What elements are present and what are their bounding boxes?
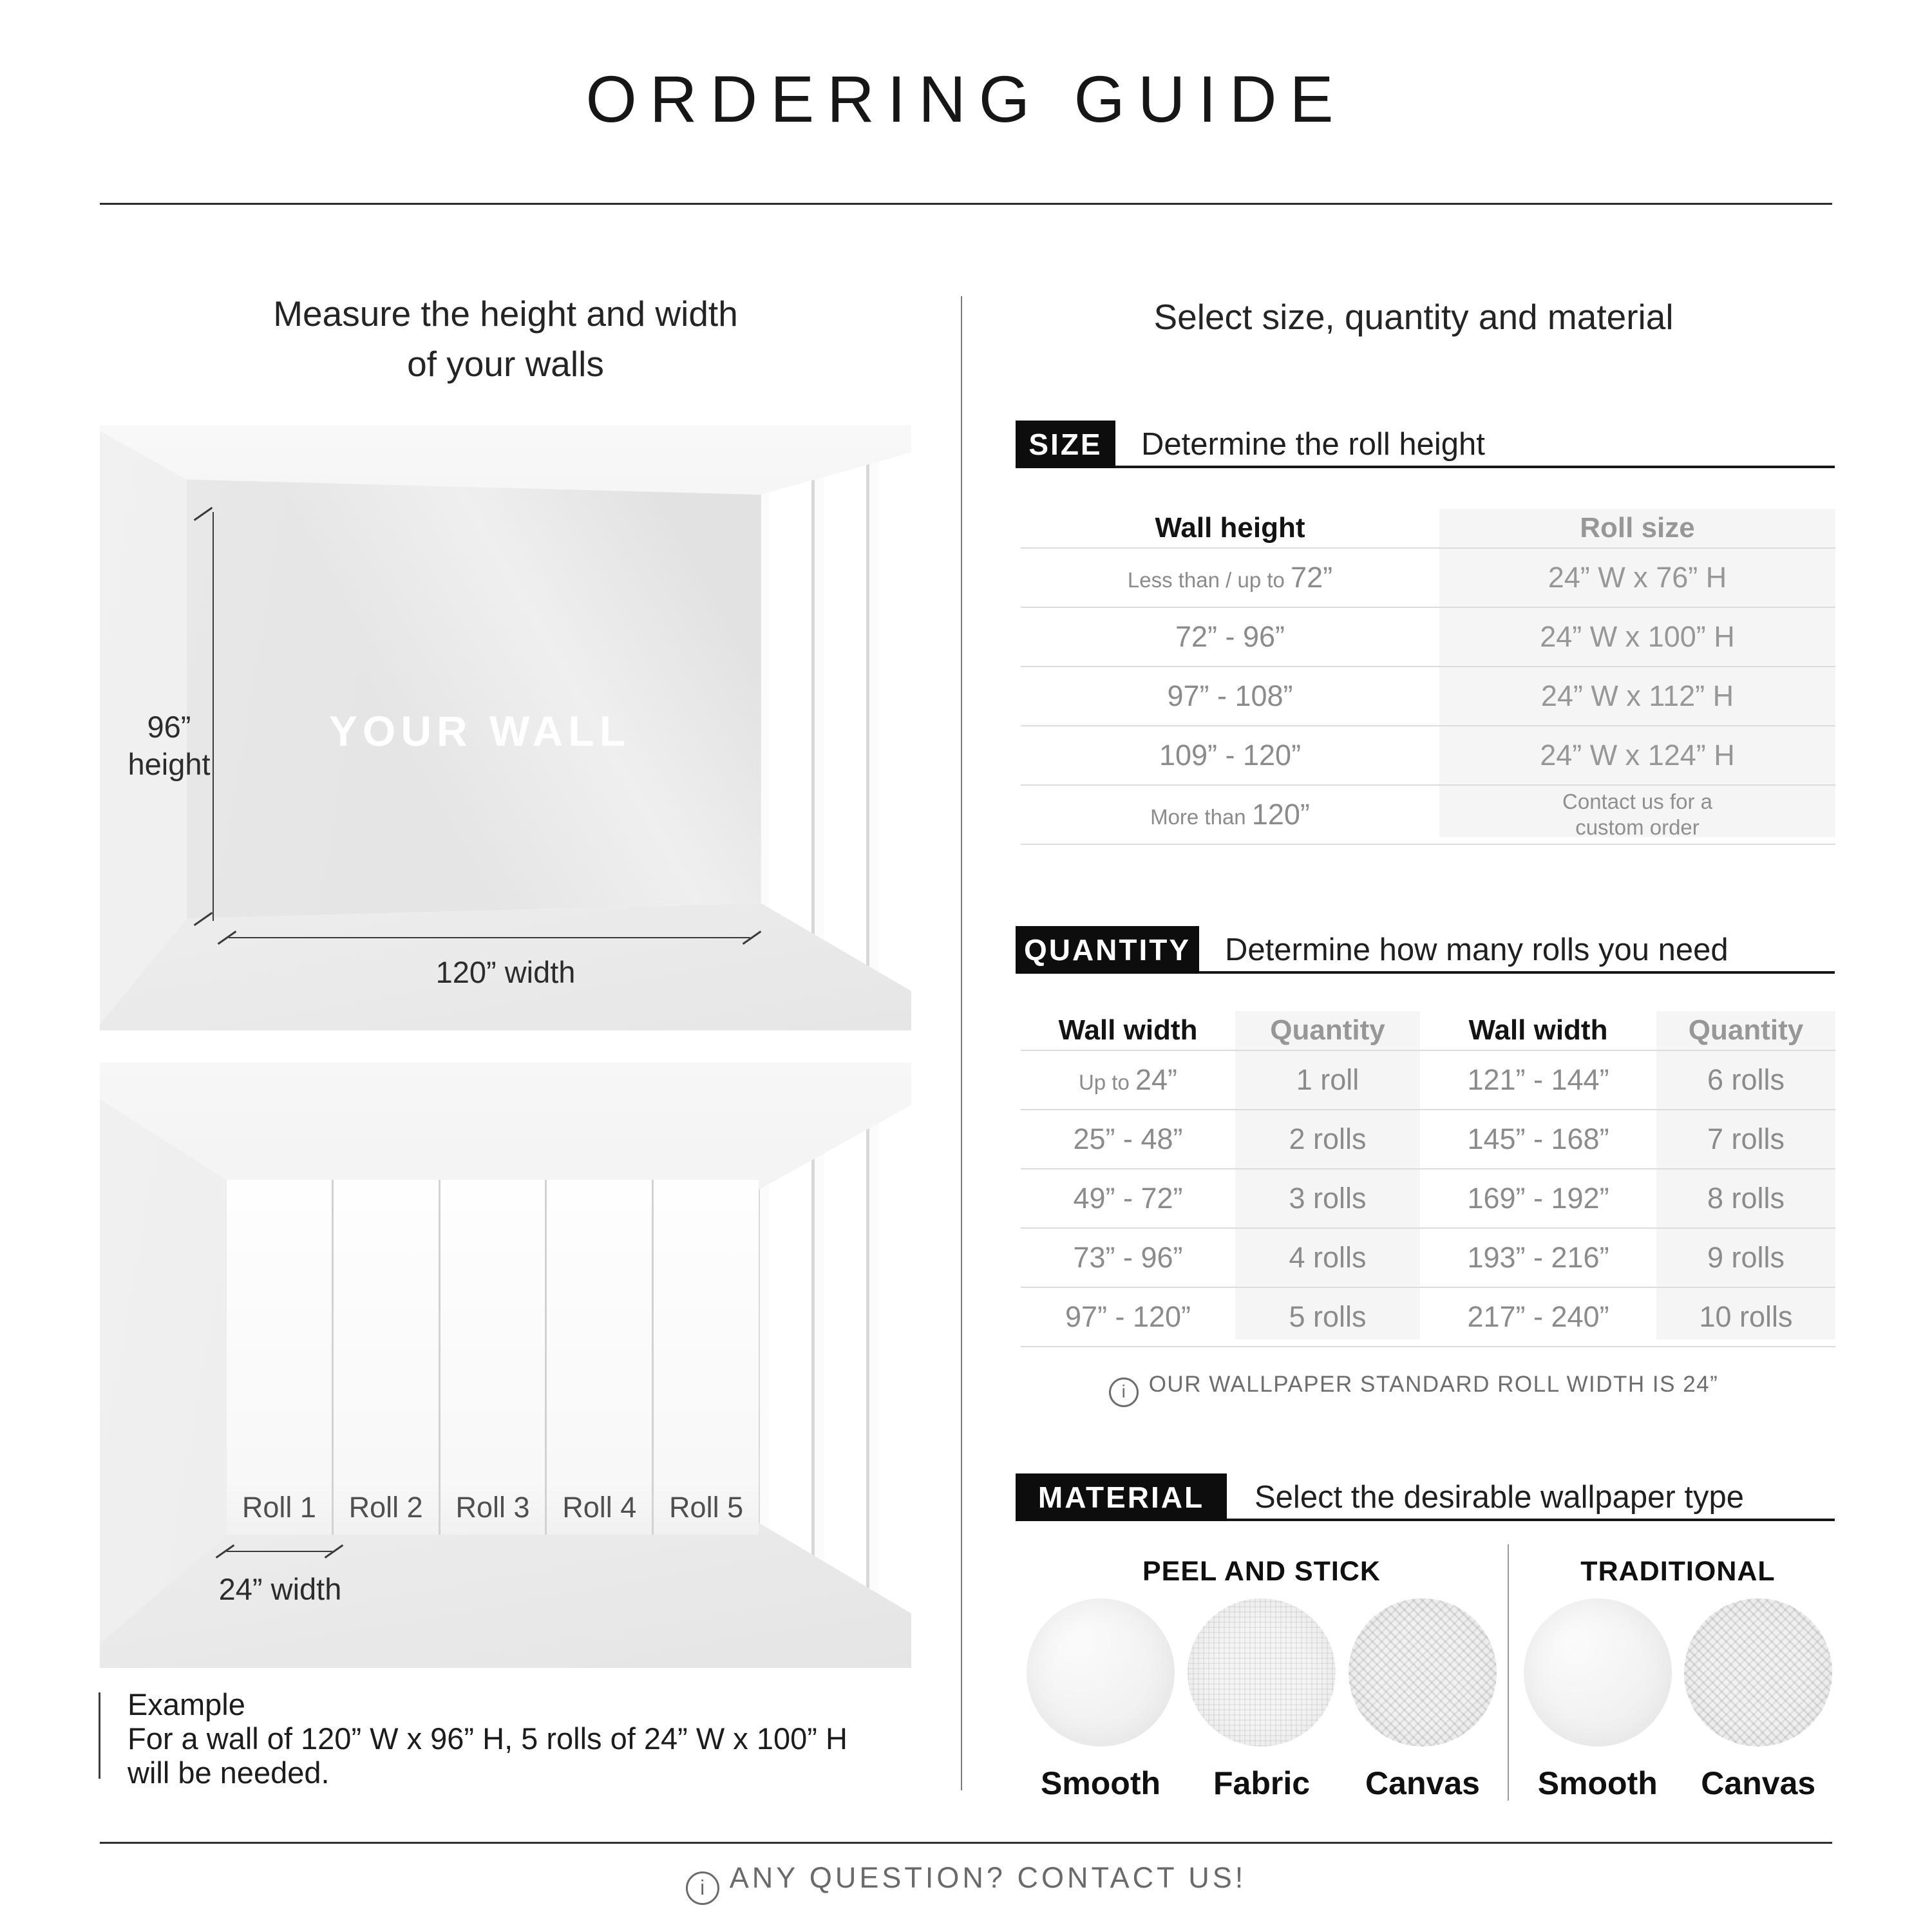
wall-width-cell: 25” - 48”	[1073, 1122, 1183, 1155]
wall-width-cell: 169” - 192”	[1467, 1182, 1609, 1215]
footer-divider	[100, 1842, 1832, 1844]
roll-size-cell: 24” W x 124” H	[1540, 739, 1735, 772]
column-divider	[961, 296, 962, 1790]
quantity-table-rows	[1021, 1050, 1835, 1347]
roll-panel	[654, 1180, 759, 1535]
note-text: OUR WALLPAPER STANDARD ROLL WIDTH IS 24”	[1148, 1372, 1719, 1397]
room-illustration-measure	[100, 425, 911, 1030]
wall-height-cell: 72” - 96”	[1175, 620, 1285, 653]
material-item	[1345, 1598, 1500, 1802]
example-line1: For a wall of 120” W x 96” H, 5 rolls of 24” W x 100” H	[128, 1721, 848, 1756]
fabric-swatch	[1188, 1598, 1336, 1747]
wall-width-cell: Up to 24”	[1078, 1063, 1178, 1096]
wall-height-cell: More than 120”	[1150, 798, 1310, 831]
title-divider	[100, 203, 1832, 205]
size-table-row	[1021, 547, 1835, 607]
material-item	[1023, 1598, 1178, 1802]
size-header-roll-size: Roll size	[1580, 512, 1695, 544]
info-icon: i	[1109, 1378, 1139, 1407]
roll-panel	[334, 1180, 439, 1535]
smooth-swatch	[1027, 1598, 1175, 1747]
example-heading: Example	[128, 1687, 245, 1721]
height-word: height	[128, 747, 211, 781]
quantity-table-row	[1021, 1168, 1835, 1227]
wall-height-cell: Less than / up to 72”	[1127, 561, 1333, 594]
roll-panels	[227, 1180, 759, 1535]
roll-panel-label: Roll 4	[562, 1491, 637, 1524]
canvas-swatch	[1349, 1598, 1497, 1747]
material-label: Fabric	[1213, 1765, 1311, 1801]
quantity-cell: 2 rolls	[1289, 1122, 1367, 1155]
page-title: ORDERING GUIDE	[585, 62, 1347, 136]
size-table-header	[1021, 509, 1835, 547]
material-group-divider	[1508, 1544, 1509, 1801]
size-table-rows	[1021, 547, 1835, 845]
material-group-title-traditional: TRADITIONAL	[1580, 1556, 1776, 1587]
wall-width-cell: 121” - 144”	[1467, 1063, 1609, 1096]
roll-width-label: 24” width	[218, 1572, 342, 1606]
wall-width-cell: 145” - 168”	[1467, 1122, 1609, 1155]
quantity-table	[1021, 1011, 1835, 1347]
material-group-title-peel: PEEL AND STICK	[1142, 1556, 1381, 1587]
roll-panel	[227, 1180, 332, 1535]
quantity-table-row	[1021, 1287, 1835, 1346]
width-label: 120” width	[435, 955, 576, 989]
size-table-row	[1021, 725, 1835, 784]
height-value: 96”	[147, 710, 191, 744]
right-column-heading: Select size, quantity and material	[1153, 297, 1674, 337]
wall-height-cell: 97” - 108”	[1167, 679, 1293, 712]
example-left-bar	[99, 1692, 100, 1779]
roll-size-cell: 24” W x 112” H	[1540, 679, 1734, 712]
roll-panel-label: Roll 2	[348, 1491, 423, 1524]
qty-header-quantity-2: Quantity	[1688, 1014, 1804, 1046]
material-label: Smooth	[1537, 1765, 1658, 1801]
example-line2: will be needed.	[128, 1756, 330, 1790]
size-table-row	[1021, 607, 1835, 666]
material-item	[1681, 1598, 1836, 1802]
your-wall-label: YOUR WALL	[329, 707, 630, 755]
size-subtitle: Determine the roll height	[1141, 427, 1485, 462]
size-table-row	[1021, 784, 1835, 844]
quantity-cell: 5 rolls	[1289, 1300, 1367, 1333]
footer-contact	[0, 1861, 1932, 1905]
quantity-cell: 3 rolls	[1289, 1182, 1367, 1215]
roll-width-note	[989, 1372, 1839, 1407]
quantity-subtitle: Determine how many rolls you need	[1225, 933, 1728, 967]
quantity-table-row	[1021, 1109, 1835, 1168]
roll-size-cell: Contact us for a custom order	[1562, 790, 1712, 839]
material-subtitle: Select the desirable wallpaper type	[1255, 1480, 1744, 1515]
left-heading-line2: of your walls	[407, 344, 604, 384]
size-underline	[1016, 466, 1835, 468]
qty-header-quantity-1: Quantity	[1270, 1014, 1385, 1046]
roll-panel-label: Roll 5	[669, 1491, 744, 1524]
quantity-cell: 4 rolls	[1289, 1241, 1367, 1274]
roll-panel	[440, 1180, 545, 1535]
size-table	[1021, 509, 1835, 845]
material-label: Smooth	[1040, 1765, 1161, 1801]
material-label: Canvas	[1701, 1765, 1816, 1801]
wall-width-cell: 49” - 72”	[1073, 1182, 1183, 1215]
room-illustration-rolls	[100, 1063, 911, 1668]
quantity-table-row	[1021, 1050, 1835, 1109]
material-badge: MATERIAL	[1016, 1473, 1227, 1521]
quantity-cell: 10 rolls	[1699, 1300, 1793, 1333]
roll-panel	[547, 1180, 652, 1535]
material-item	[1520, 1598, 1675, 1802]
material-items-traditional	[1520, 1598, 1835, 1802]
quantity-cell: 1 roll	[1296, 1063, 1359, 1096]
size-header-wall-height: Wall height	[1155, 512, 1305, 544]
width-measure-line	[229, 937, 750, 938]
height-label	[109, 708, 229, 783]
left-heading-line1: Measure the height and width	[273, 294, 738, 334]
material-label: Canvas	[1365, 1765, 1480, 1801]
quantity-table-row	[1021, 1227, 1835, 1287]
roll-size-cell: 24” W x 76” H	[1548, 561, 1727, 594]
qty-header-wall-width-2: Wall width	[1468, 1014, 1608, 1046]
wall-width-cell: 97” - 120”	[1065, 1300, 1191, 1333]
info-icon: i	[686, 1871, 719, 1905]
quantity-cell: 8 rolls	[1707, 1182, 1785, 1215]
example-block	[128, 1687, 939, 1790]
wall-width-cell: 193” - 216”	[1467, 1241, 1609, 1274]
size-table-row	[1021, 666, 1835, 725]
canvas-swatch	[1684, 1598, 1832, 1747]
quantity-table-header	[1021, 1011, 1835, 1050]
roll-size-cell: 24” W x 100” H	[1540, 620, 1735, 653]
left-column-heading	[100, 289, 911, 389]
quantity-cell: 9 rolls	[1707, 1241, 1785, 1274]
roll-panel-label: Roll 3	[455, 1491, 530, 1524]
quantity-cell: 7 rolls	[1707, 1122, 1785, 1155]
wall-height-cell: 109” - 120”	[1159, 739, 1302, 772]
size-badge: SIZE	[1016, 421, 1115, 468]
quantity-badge: QUANTITY	[1016, 926, 1199, 974]
material-item	[1184, 1598, 1339, 1802]
wall-width-cell: 217” - 240”	[1467, 1300, 1609, 1333]
quantity-cell: 6 rolls	[1707, 1063, 1785, 1096]
smooth-swatch	[1524, 1598, 1672, 1747]
roll-panel-label: Roll 1	[242, 1491, 316, 1524]
roll-width-measure-line	[227, 1551, 332, 1552]
qty-header-wall-width-1: Wall width	[1058, 1014, 1198, 1046]
footer-text: ANY QUESTION? CONTACT US!	[729, 1861, 1247, 1894]
material-items-peel	[1016, 1598, 1508, 1802]
wall-width-cell: 73” - 96”	[1073, 1241, 1183, 1274]
